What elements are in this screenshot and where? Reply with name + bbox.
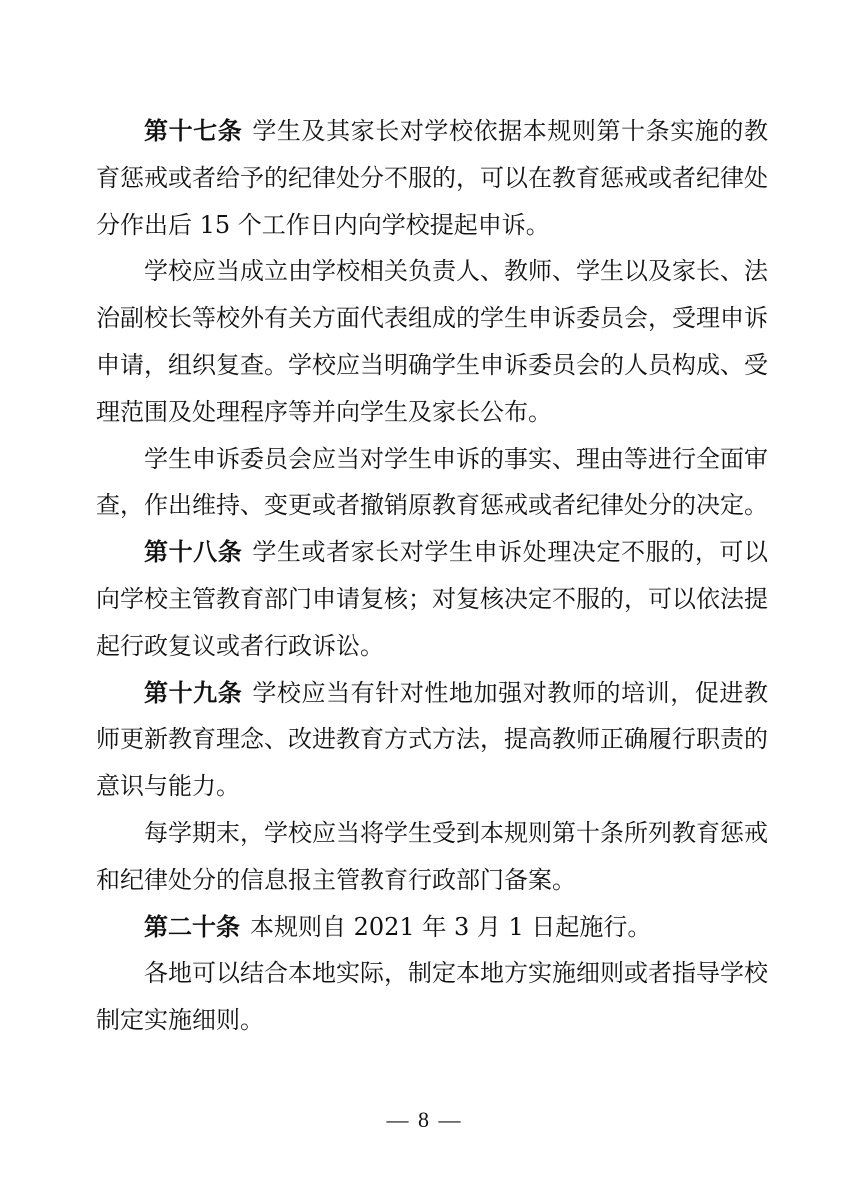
article-20-text: 本规则自 2021 年 3 月 1 日起施行。	[250, 912, 652, 941]
article-18-paragraph	[96, 529, 768, 669]
article-17-text: 学生及其家长对学校依据本规则第十条实施的教育惩戒或者给予的纪律处分不服的，可以在教育惩戒或者纪律处分作出后 15 个工作日内向学校提起申诉。	[96, 117, 769, 239]
article-20-heading: 第二十条	[144, 912, 240, 941]
article-19-text: 学校应当有针对性地加强对教师的培训，促进教师更新教育理念、改进教育方式方法，提高教师正确履行职责的意识与能力。	[96, 678, 769, 801]
document-body	[96, 108, 768, 1044]
article-17-paragraph-3: 学生申诉委员会应当对学生申诉的事实、理由等进行全面审查，作出维持、变更或者撤销原教育惩戒或者纪律处分的决定。	[96, 444, 768, 520]
article-18-text: 学生或者家长对学生申诉处理决定不服的，可以向学校主管教育部门申请复核；对复核决定不服的，可以依法提起行政复议或者行政诉讼。	[96, 538, 769, 660]
article-19-paragraph-2: 每学期末，学校应当将学生受到本规则第十条所列教育惩戒和纪律处分的信息报主管教育行政部门备案。	[96, 818, 768, 894]
article-18-heading: 第十八条	[144, 538, 243, 567]
page-number: — 8 —	[386, 1107, 463, 1132]
article-19-heading: 第十九条	[144, 678, 243, 707]
article-19-paragraph	[96, 670, 768, 810]
article-20-paragraph	[96, 904, 768, 951]
article-20-paragraph-2: 各地可以结合本地实际，制定本地方实施细则或者指导学校制定实施细则。	[96, 959, 768, 1035]
article-17-paragraph	[96, 108, 768, 248]
article-17-heading: 第十七条	[144, 117, 243, 145]
article-17-paragraph-2: 学校应当成立由学校相关负责人、教师、学生以及家长、法治副校长等校外有关方面代表组成的学生申诉委员会，受理申诉申请，组织复查。学校应当明确学生申诉委员会的人员构成、受理范围及处理程序等并向学生及家长公布。	[96, 257, 768, 426]
